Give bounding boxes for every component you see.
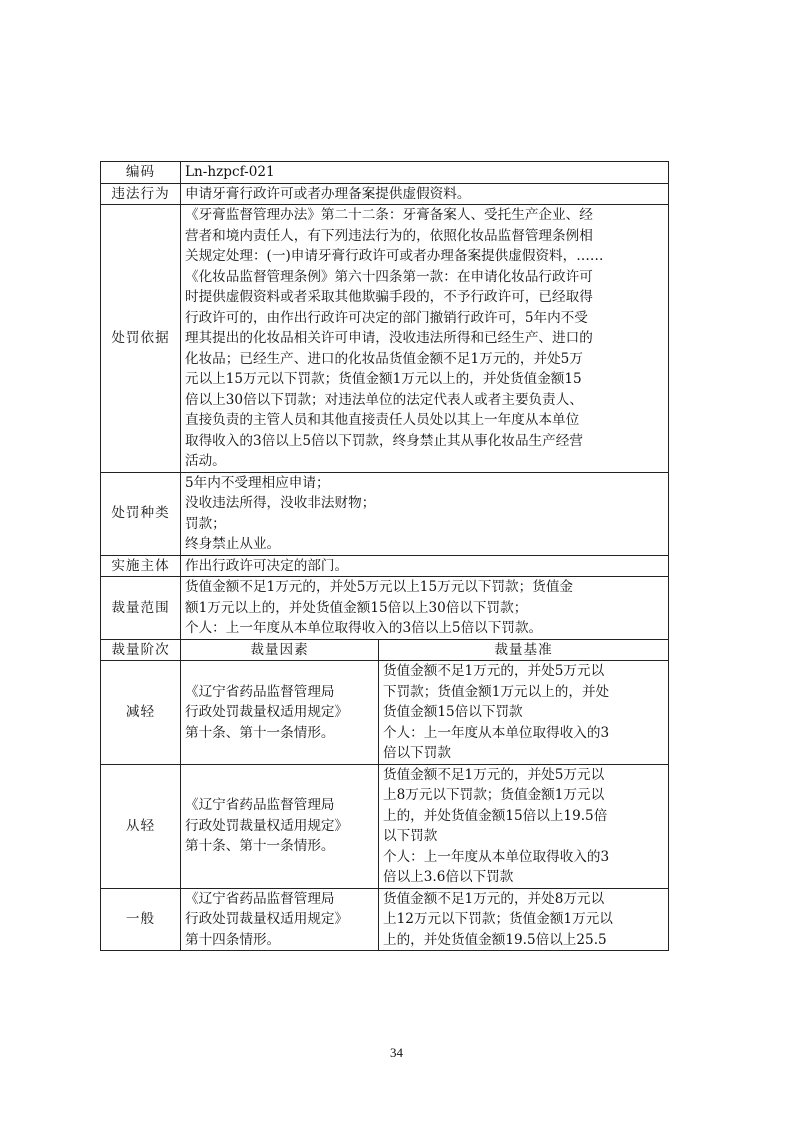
- standard-line: 下罚款；货值金额1万元以上的，并处: [383, 683, 610, 700]
- authority-value: 作出行政许可决定的部门。: [181, 555, 669, 577]
- code-value: Ln-hzpcf-021: [181, 162, 669, 184]
- level-name: 从轻: [101, 764, 181, 888]
- basis-line: 关规定处理：(一)申请牙膏行政许可或者办理备案提供虚假资料，……: [185, 248, 604, 264]
- factor-line: 行政处罚裁量权适用规定》: [185, 817, 349, 834]
- row-authority: [101, 555, 669, 577]
- standard-line: 上8万元以下罚款；货值金额1万元以: [383, 787, 605, 803]
- factor-header: 裁量因素: [181, 639, 379, 661]
- standard-line: 货值金额不足1万元的，并处5万元以: [383, 663, 605, 679]
- range-line: 货值金额不足1万元的，并处5万元以上15万元以下罚款；货值金: [185, 579, 574, 595]
- standard-line: 上12万元以下罚款；货值金额1万元以: [383, 911, 613, 927]
- level-factor: [181, 888, 379, 951]
- penalty-type-line: 5年内不受理相应申请；: [185, 474, 330, 491]
- basis-line: 行政许可的，由作出行政许可决定的部门撤销行政许可，5年内不受: [185, 309, 588, 326]
- basis-line: 活动。: [185, 453, 226, 469]
- basis-line: 《化妆品监督管理条例》第六十四条第一款：在申请化妆品行政许可: [185, 268, 593, 285]
- penalty-types-text: [181, 472, 669, 555]
- level-factor: [181, 661, 379, 765]
- basis-line: 取得收入的3倍以上5倍以下罚款，终身禁止其从事化妆品生产经营: [185, 432, 583, 449]
- penalty-type-line: 终身禁止从业。: [185, 536, 281, 552]
- standard-line: 倍以下罚款: [383, 745, 451, 761]
- basis-line: 《牙膏监督管理办法》第二十二条：牙膏备案人、受托生产企业、经: [185, 207, 593, 223]
- range-line: 个人：上一年度从本单位取得收入的3倍以上5倍以下罚款。: [185, 620, 543, 636]
- row-level-lighter: [101, 764, 669, 888]
- factor-line: 《辽宁省药品监督管理局: [185, 797, 335, 814]
- standard-line: 货值金额不足1万元的，并处5万元以: [383, 766, 605, 783]
- factor-line: 行政处罚裁量权适用规定》: [185, 911, 349, 927]
- standard-line: 上的，并处货值金额15倍以上19.5倍: [383, 807, 608, 824]
- basis-line: 理其提出的化妆品相关许可申请，没收违法所得和已经生产、进口的: [185, 330, 593, 346]
- page-number: 34: [390, 1045, 403, 1060]
- standard-line: 个人：上一年度从本单位取得收入的3: [383, 724, 610, 741]
- range-text: [181, 577, 669, 640]
- basis-line: 营者和境内责任人，有下列违法行为的，依照化妆品监督管理条例相: [185, 227, 593, 244]
- code-label: 编码: [101, 162, 181, 184]
- level-standard: [379, 661, 669, 765]
- factor-line: 行政处罚裁量权适用规定》: [185, 704, 349, 720]
- row-penalty-types: [101, 472, 669, 555]
- basis-text: [181, 205, 669, 473]
- standard-line: 货值金额15倍以下罚款: [383, 704, 523, 720]
- standard-line: 倍以上3.6倍以下罚款: [383, 869, 514, 885]
- standard-line: 以下罚款: [383, 828, 438, 844]
- violation-label: 违法行为: [101, 183, 181, 205]
- level-name: 一般: [101, 888, 181, 951]
- row-level-reduced: [101, 661, 669, 765]
- level-name: 减轻: [101, 661, 181, 765]
- level-header: 裁量阶次: [101, 639, 181, 661]
- standard-line: 货值金额不足1万元的，并处8万元以: [383, 890, 605, 907]
- violation-value: 申请牙膏行政许可或者办理备案提供虚假资料。: [181, 183, 669, 205]
- basis-line: 时提供虚假资料或者采取其他欺骗手段的，不予行政许可，已经取得: [185, 289, 593, 305]
- row-code: [101, 162, 669, 184]
- factor-line: 第十条、第十一条情形。: [185, 724, 335, 741]
- basis-line: 直接负责的主管人员和其他直接责任人员处以其上一年度从本单位: [185, 412, 580, 428]
- row-violation: [101, 183, 669, 205]
- standard-header: 裁量基准: [379, 639, 669, 661]
- basis-line: 化妆品；已经生产、进口的化妆品货值金额不足1万元的，并处5万: [185, 350, 583, 367]
- row-range: [101, 577, 669, 640]
- authority-label: 实施主体: [101, 555, 181, 577]
- level-factor: [181, 764, 379, 888]
- row-level-general: [101, 888, 669, 951]
- factor-line: 《辽宁省药品监督管理局: [185, 890, 335, 907]
- basis-line: 倍以上30倍以下罚款；对违法单位的法定代表人或者主要负责人、: [185, 391, 583, 408]
- level-standard: [379, 764, 669, 888]
- penalty-discretion-table: [100, 161, 669, 951]
- row-levels-header: [101, 639, 669, 661]
- basis-label: 处罚依据: [101, 205, 181, 473]
- range-line: 额1万元以上的，并处货值金额15倍以上30倍以下罚款；: [185, 599, 528, 616]
- penalty-type-line: 罚款；: [185, 515, 226, 532]
- penalty-types-label: 处罚种类: [101, 472, 181, 555]
- penalty-type-line: 没收违法所得，没收非法财物；: [185, 495, 376, 511]
- basis-line: 元以上15万元以下罚款；货值金额1万元以上的，并处货值金额15: [185, 371, 582, 387]
- factor-line: 第十四条情形。: [185, 931, 281, 948]
- row-basis: [101, 205, 669, 473]
- level-standard: [379, 888, 669, 951]
- factor-line: 《辽宁省药品监督管理局: [185, 683, 335, 700]
- factor-line: 第十条、第十一条情形。: [185, 838, 335, 855]
- range-label: 裁量范围: [101, 577, 181, 640]
- standard-line: 上的，并处货值金额19.5倍以上25.5: [383, 931, 607, 948]
- standard-line: 个人：上一年度从本单位取得收入的3: [383, 848, 610, 865]
